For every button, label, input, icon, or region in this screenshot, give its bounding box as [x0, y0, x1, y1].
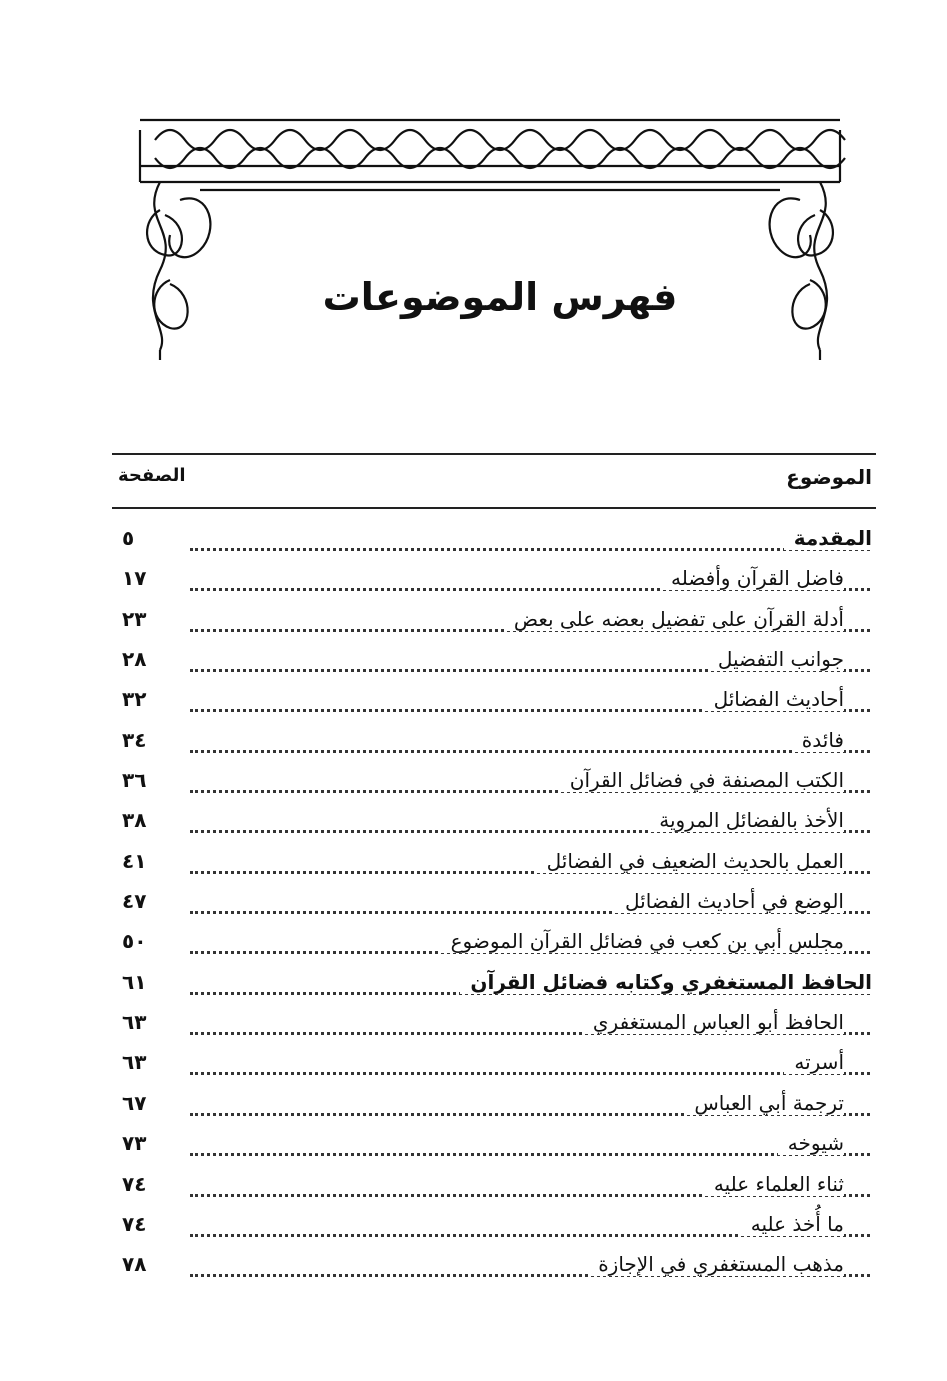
toc-entry-page: ٤٧	[122, 889, 147, 914]
toc-entry-title: أسرته	[784, 1050, 844, 1074]
toc-entry-page: ٦١	[122, 969, 147, 994]
toc-entry-page: ٣٦	[122, 768, 147, 793]
dot-leader	[190, 1153, 870, 1156]
toc-entry-page: ٦٧	[122, 1090, 147, 1115]
toc-entry-title: الأخذ بالفضائل المروية	[649, 808, 844, 832]
toc-entry-page: ٢٨	[122, 647, 147, 672]
toc-entry-page: ٢٣	[122, 606, 147, 631]
toc-entry	[112, 966, 876, 1006]
toc-entry-title: العمل بالحديث الضعيف في الفضائل	[537, 849, 844, 873]
toc-entry-page: ٧٤	[122, 1211, 147, 1236]
toc-entry-title: الحافظ أبو العباس المستغفري	[583, 1010, 844, 1034]
toc-entry-title: مذهب المستغفري في الإجازة	[588, 1252, 844, 1276]
toc-entry	[112, 1208, 876, 1248]
toc-entry	[112, 1248, 876, 1288]
toc-entry	[112, 885, 876, 925]
toc-entry-title: ترجمة أبي العباس	[684, 1091, 844, 1115]
toc-entry	[112, 683, 876, 723]
toc-entry-title: شيوخه	[778, 1131, 844, 1155]
toc-entry-title: ثناء العلماء عليه	[704, 1172, 844, 1196]
column-topic-label: الموضوع	[786, 465, 872, 489]
toc-entry	[112, 925, 876, 965]
toc-entry-page: ٤١	[122, 848, 147, 873]
toc-entry	[112, 603, 876, 643]
toc-entry	[112, 764, 876, 804]
toc-entry-page: ٥	[122, 526, 135, 550]
toc-entry-title: جوانب التفضيل	[708, 647, 844, 671]
toc-entry-page: ٣٨	[122, 808, 147, 833]
toc-entry-title: أحاديث الفضائل	[704, 687, 844, 711]
toc-entry-title: ما أُخذ عليه	[741, 1212, 844, 1236]
decorative-frame	[120, 110, 860, 370]
toc-entry-page: ٧٣	[122, 1131, 147, 1156]
page-title: فهرس الموضوعات	[322, 275, 678, 319]
toc-entry-page: ٥٠	[122, 929, 147, 954]
toc-entry	[112, 804, 876, 844]
dot-leader	[190, 1072, 870, 1075]
toc-entry-title: الحافظ المستغفري وكتابه فضائل القرآن	[460, 970, 872, 994]
toc-entry-page: ٧٤	[122, 1171, 147, 1196]
toc-entry-title: فائدة	[792, 728, 844, 752]
toc-entry-title: فاضل القرآن وأفضله	[661, 566, 844, 590]
toc-entry	[112, 522, 876, 562]
toc-header	[112, 453, 876, 509]
dot-leader	[190, 548, 870, 551]
toc-entry-title: الكتب المصنفة في فضائل القرآن	[560, 768, 844, 792]
toc-entry-page: ٦٣	[122, 1050, 147, 1075]
toc-entry	[112, 643, 876, 683]
column-page-label: الصفحة	[118, 465, 186, 486]
toc-entry	[112, 845, 876, 885]
toc-entry-title: أدلة القرآن على تفضيل بعضه على بعض	[504, 607, 844, 631]
toc-entry-page: ١٧	[122, 566, 147, 591]
toc-entry	[112, 724, 876, 764]
toc-entry-title: المقدمة	[784, 526, 872, 550]
toc-entry-title: الوضع في أحاديث الفضائل	[615, 889, 844, 913]
toc-entry	[112, 562, 876, 602]
toc-entry	[112, 1127, 876, 1167]
toc-entry	[112, 1046, 876, 1086]
toc-entry-page: ٣٢	[122, 687, 147, 712]
toc-entry	[112, 1006, 876, 1046]
toc-entry	[112, 1168, 876, 1208]
dot-leader	[190, 750, 870, 753]
toc-list	[112, 522, 876, 1289]
toc-entry-page: ٣٤	[122, 727, 147, 752]
toc-entry-page: ٦٣	[122, 1010, 147, 1035]
toc-entry-page: ٧٨	[122, 1252, 147, 1277]
toc-entry-title: مجلس أبي بن كعب في فضائل القرآن الموضوع	[441, 929, 844, 953]
toc-entry	[112, 1087, 876, 1127]
